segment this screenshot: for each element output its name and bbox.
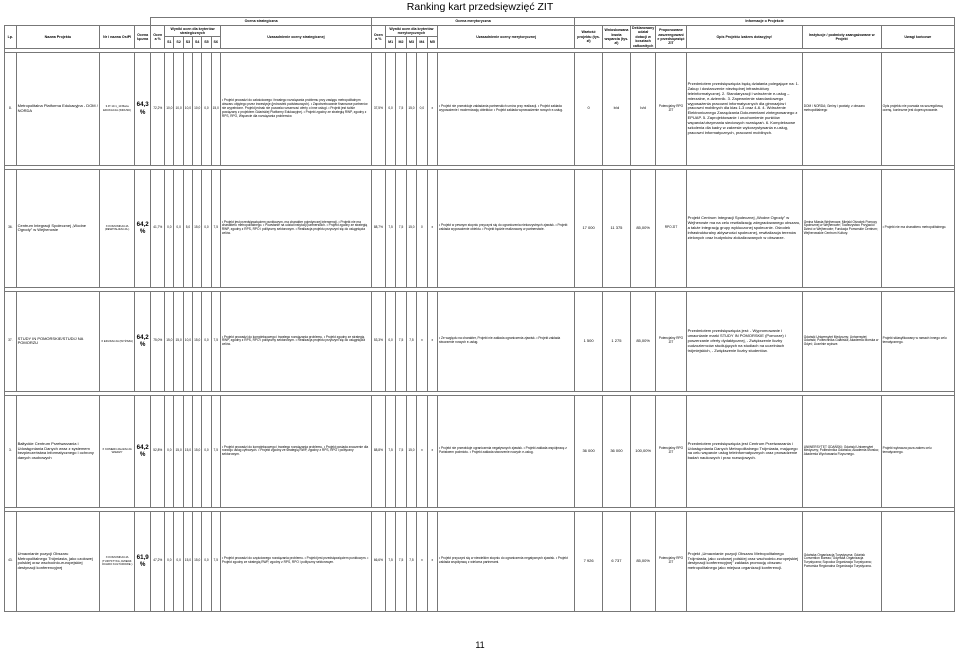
row-m1: 7,5: [385, 395, 395, 507]
row-s6: 7,5: [211, 169, 220, 287]
row-s2: 0,0: [174, 511, 183, 611]
row-just-strat: • Projekt prowadzi do kompleksowego i trwałego rozwiązania problemu. • Projekt zgodny ze strategią RWP, zgodny z RPS, RPO i polityczny sektorowym. • Realizacja projektu przyczyni się do osiągnięcia celów.: [220, 291, 371, 391]
row-support: 36 000: [603, 395, 631, 507]
row-notes: Projekt sklasyfikowany w ramach innego celu tematycznego.: [881, 291, 954, 391]
row-m1: 7,5: [385, 169, 395, 287]
row-value: 1 500: [575, 291, 603, 391]
row-share: b/d: [630, 52, 656, 165]
row-rating: 61,9%: [135, 511, 151, 611]
row-s2: 0,0: [174, 169, 183, 287]
row-s2: 15,0: [174, 291, 183, 391]
row-m4: 0,0: [417, 52, 427, 165]
row-s5: 0,0: [202, 291, 211, 391]
row-notes: • Projekt nie ma charakteru metropolitalnego.: [881, 169, 954, 287]
page-number: 11: [475, 640, 485, 650]
row-m2: 7,5: [396, 52, 406, 165]
row-name: STUDY IN POMORSKIE/STUDIJ NA POMORZU: [16, 291, 100, 391]
row-s3: 15,0: [183, 395, 192, 507]
row-m2: 7,5: [396, 511, 406, 611]
col-value: Wartość projektu (tys. zł): [575, 26, 603, 49]
row-m1: 0,0: [385, 291, 395, 391]
row-just-strat: • Projekt prowadzi do częściowego rozwiązania problemu. • Projekt jest przedsięwzięciem punktowym. • Projekt zgodny ze strategią RWP, zgodny z RPS, RPO i polityczny sektorowym.: [220, 511, 371, 611]
row-s1: 0,0: [165, 169, 174, 287]
row-ocena: 52,8%: [151, 395, 165, 507]
row-s3: 10,0: [183, 291, 192, 391]
col-s3: S3: [183, 37, 192, 48]
row-s4: 15,0: [193, 291, 202, 391]
row-m5: x: [427, 52, 437, 165]
col-m2: M2: [396, 37, 406, 48]
row-notes: Opis projektu nie pozwala na szczegółową ocenę, konieczne jest doprecyzowanie.: [881, 52, 954, 165]
col-desc: Opis Projektu /zakres dotacyjny/: [686, 26, 802, 49]
row-s5: 0,0: [202, 511, 211, 611]
table-row: [5, 52, 955, 165]
row-s3: 15,0: [183, 511, 192, 611]
row-s2: 10,0: [174, 52, 183, 165]
row-just-merit: • Projekt w pewnym stopniu przyczyni się do ograniczenia niekorzystnych zjawisk. • Projekt zakłada wyposażenie obiektu. • Projekt będzie realizowany w partnerstwie.: [438, 169, 575, 287]
row-s1: 10,0: [165, 52, 174, 165]
col-lp: Lp.: [5, 26, 17, 49]
col-source: Proponowane zaszeregowanie przedsięwzięć ZIT: [656, 26, 686, 49]
row-ocena: 47,2%: [151, 511, 165, 611]
col-s6: S6: [211, 37, 220, 48]
row-lp: 3.: [5, 395, 17, 507]
table-row: [5, 291, 955, 391]
col-wyniki-merit: Wyniki ocen dla kryteriów merytorycznych: [385, 26, 437, 37]
row-source: Potencjalny RPO ZIT: [656, 395, 686, 507]
row-ocena: 72,2%: [151, 52, 165, 165]
row-s1: 0,0: [165, 395, 174, 507]
row-desc: Przedmiotem przedsięwzięcia jest: - Wypromowanie i umacnianie marki STUDY IN POMORSKIE (Pomorze) i poszerzanie oferty dydaktycznej, - Zwiększenie liczby cudzoziemców studiujących na studiach na uczelniach trójmiejskich, - Zwiększenie liczby studentów.: [686, 291, 802, 391]
row-ocena: 41,7%: [151, 169, 165, 287]
row-name: Umacnianie pozycji Obszaru Metropolitalnego Trójmiasta, jako czołowej polskiej oraz wschodnio-europejskiej destynacji konferencyjnej: [16, 511, 100, 611]
row-ocena: 75,0%: [151, 291, 165, 391]
header-group-row: [5, 18, 955, 26]
row-s3: 10,0: [183, 52, 192, 165]
row-m5: x: [427, 511, 437, 611]
row-ocena2: 53,3%: [371, 291, 385, 391]
row-share: 100,00%: [630, 395, 656, 507]
row-share: 85,00%: [630, 511, 656, 611]
row-lp: 37.: [5, 291, 17, 391]
row-ocena2: 88,7%: [371, 169, 385, 287]
col-support: Wnioskowana kwota wsparcia (tys. zł): [603, 26, 631, 49]
col-m4: M4: [417, 37, 427, 48]
row-rating: 64,2%: [135, 169, 151, 287]
row-lp: 36.: [5, 169, 17, 287]
header-merit: Ocena merytoryczna: [371, 18, 574, 26]
row-name: Metropolitalna Platforma Edukacyjna - DOM / NORDA: [16, 52, 100, 165]
row-just-strat: • Projekt prowadzi do całościowego i trwałego rozwiązania problemu przy zasięgu metropolitalnym obszaru objętego przez inwestycje (jednostek podstawowych). • Zapotrzebowanie finansowe partnerów nie wypełnione. Projekt jednak nie pozwala rozszerzać oferty o inne usługi. • Projekt jest ściśle powiązany z projektem Gdańskiej Platformy Edukacyjnej. • Projekt zgodny ze strategią RWP, zgodny z RPS, RPO, Wsparcie dla rozwiązania problemów.: [220, 52, 371, 165]
table-row: [5, 169, 955, 287]
row-s5: 0,0: [202, 52, 211, 165]
row-m3: 15,0: [406, 169, 416, 287]
col-just-strat: Uzasadnienie oceny strategicznej: [220, 26, 371, 49]
row-value: 0: [575, 52, 603, 165]
row-support: 6 737: [603, 511, 631, 611]
row-notes: Projekt wykracza poza zakres celu tematycznego.: [881, 395, 954, 507]
row-s5: 0,0: [202, 395, 211, 507]
row-id: X KOMUNIKACJA (REWITALIZACJA.): [100, 169, 135, 287]
row-s6: 7,5: [211, 291, 220, 391]
row-desc: Projekt Centrum Integracji Społecznej „Wodne Ogrody" w Wejherowie ma na celu rewitalizację zdegradowanego obszaru, a także integrację grupy wykluczonej społecznie. Ośrodek infrastrukturalny aktywności społecznej, rewitalizacja terenów zielonych oraz budynków zlokalizowanych w obszarze.: [686, 169, 802, 287]
row-m3: 7,5: [406, 291, 416, 391]
col-m5: M5: [427, 37, 437, 48]
col-m3: M3: [406, 37, 416, 48]
row-s4: 15,0: [193, 511, 202, 611]
col-share: Deklarowany udział dotacji w kosztach całkowitych: [632, 26, 655, 48]
col-s2: S2: [174, 37, 183, 48]
row-rating: 64,2%: [135, 291, 151, 391]
row-inst: Gdańska Organizacja Turystyczna; Gdańsk Convention Bureau; Gdyńska Organizacja Turystyczna; Sopocka Organizacja Turystyczna; Pomorska Regionalna Organizacja Turystyczna.: [802, 511, 881, 611]
row-m1: 0,0: [385, 52, 395, 165]
col-inst: Instytucje / podmioty zaangażowane w Projekt: [802, 26, 881, 49]
col-id: Nr i nazwa OsiPI: [100, 26, 135, 49]
row-id: 3.P/ 10.1_10 Baza EDUKACJA (INDUSK): [100, 52, 135, 165]
row-m4: x: [417, 395, 427, 507]
row-s4: 15,0: [193, 395, 202, 507]
row-source: Potencjalny RPO ZIT: [656, 52, 686, 165]
col-name: Nazwa Projektu: [16, 26, 100, 49]
row-id: X KOMUNIKACJA (TURYSTYKA, DZIEDZ. OCHRO KULTUROWE.): [100, 511, 135, 611]
row-id: X KOMERCJALIZACJA WIEDZY: [100, 395, 135, 507]
row-m3: 15,0: [406, 52, 416, 165]
row-inst: Gmina Miasta Wejherowa; Miejski Ośrodek Pomocy Społecznej w Wejherowie; Towarzystwo Przyjaciół Dzieci w Wejherowie; Fundacja Pomorskie Centrum; Wejherowskie Centrum Kultury.: [802, 169, 881, 287]
row-s3: 5,0: [183, 169, 192, 287]
row-source: RPO ZIT: [656, 169, 686, 287]
row-support: 1 275: [603, 291, 631, 391]
row-id: X EDUKACJA (WYŻSZA): [100, 291, 135, 391]
row-m2: 7,5: [396, 291, 406, 391]
col-ocena2: Ocena %: [371, 26, 385, 49]
col-m1: M1: [385, 37, 395, 48]
row-ocena2: 37,5%: [371, 52, 385, 165]
col-s4: S4: [193, 37, 202, 48]
row-s6: 7,5: [211, 511, 220, 611]
col-s5: S5: [202, 37, 211, 48]
row-ocena2: 88,8%: [371, 395, 385, 507]
row-support: b/d: [603, 52, 631, 165]
row-desc: Projekt „Umacnianie pozycji Obszaru Metropolitalnego Trójmiasta, jako czołowej polskiej oraz wschodnio-europejskiej destynacji konferencyjnej" zakłada promocję obszaru metropolitalnego jako miejsca organizacji konferencji.: [686, 511, 802, 611]
col-notes: Uwagi końcowe: [881, 26, 954, 49]
table-body: [5, 48, 955, 611]
row-desc: Przedmiotem przedsięwzięcia będą działania polegające na: 1. Zakup i dostarczenie niezbędnej infrastruktury teleinformatycznej. 2. Standaryzacji i wdrożenie e-usług – mierzalne, e-dziennik. 3. Zapewnienie standardowego wyposażenia pracowni informatycznych dla gimnazjów i pracowni mobilnych dla klas 1-3 oraz 4-6. 4. Wdrożenie Elektronicznego Zarządzania Dokumentami zintegrowanego z EPUAP. 5. Zaprojektowanie i uruchomienie punktów wsparcia/utrzymania sieciowych rozwiązań. 6. Kompleksowe szkolenia dla kadry w zakresie wykorzystywania e-usług, pracowni informatycznych, pracowni mobilnych.: [686, 52, 802, 165]
row-rating: 64,2%: [135, 395, 151, 507]
row-rating: 64,3%: [135, 52, 151, 165]
row-m1: 7,5: [385, 511, 395, 611]
row-m3: 15,0: [406, 395, 416, 507]
col-wyniki-strat: Wyniki ocen dla kryteriów strategicznych: [165, 26, 221, 37]
row-s4: 10,0: [193, 52, 202, 165]
row-just-merit: • Ze względu na charakter, Projekt nie zakłada ograniczenia zjawisk. • Projekt zakłada stworzenie nowych e-usług.: [438, 291, 575, 391]
row-source: Potencjalny RPO ZIT: [656, 291, 686, 391]
row-m5: x: [427, 169, 437, 287]
row-m3: 7,5: [406, 511, 416, 611]
row-s6: 15,0: [211, 52, 220, 165]
ranking-table: [4, 17, 955, 612]
row-just-merit: • Projekt nie przewiduje ograniczenia negatywnych zjawisk. • Projekt zakłada współpracę z Państwem podmiotu. • Projekt zakłada stworzenie nowych e-usług.: [438, 395, 575, 507]
row-just-strat: • Projekt jest przedsięwzięciem punktowym, ma charakter pojedynczej interwencji. • Projekt nie ma charakteru metropolitalnego. • Powstanie na udział instytucji partnerskich. • Projekt zgodny ze strategią RWP, zgodny z RPS, RPO i polityczny sektorowym. • Realizacja projektu przyczyni się do osiągnięcia celów.: [220, 169, 371, 287]
header-info: Informacje o Projekcie: [575, 18, 955, 26]
col-rating: Ocena łączna: [135, 26, 151, 49]
row-value: 17 000: [575, 169, 603, 287]
row-notes: [881, 511, 954, 611]
row-s6: 7,5: [211, 395, 220, 507]
row-m4: 0: [417, 169, 427, 287]
row-just-merit: • Projekt nie przewiduje zakładania partnerskich umów przy realizacji. • Projekt zakłada wyposażenie i modernizację obiektów. • Projekt zakłada wprowadzenie nowych e-usług.: [438, 52, 575, 165]
row-lp: 8.: [5, 52, 17, 165]
row-support: 11 375: [603, 169, 631, 287]
page-title: Ranking kart przedsięwzięć ZIT: [406, 1, 554, 13]
row-m5: x: [427, 395, 437, 507]
row-inst: UNIWERSYTET GDAŃSKI; Gdański Uniwersytet Medyczny; Politechnika Gdańska; Akademia Morska; Akademia Wychowania Fizycznego.: [802, 395, 881, 507]
row-s5: 0,0: [202, 169, 211, 287]
row-source: Potencjalny RPO ZIT: [656, 511, 686, 611]
col-just-merit: Uzasadnienie oceny merytorycznej: [438, 26, 575, 49]
row-just-strat: • Projekt prowadzi do kompleksowego i trwałego rozwiązania problemu. • Projekt posiada znaczenie dla rozwoju usług cyfrowych. • Projekt zgodny ze strategią RWP, zgodny z RPS, RPO i polityczny sektorowym.: [220, 395, 371, 507]
row-m2: 7,5: [396, 169, 406, 287]
row-inst: DOM / NORDA; Gminy i powiaty, z obszaru metropolitalnego: [802, 52, 881, 165]
row-m5: x: [427, 291, 437, 391]
row-m2: 7,5: [396, 395, 406, 507]
row-just-merit: • Projekt przyczyni się w niewielkim stopniu do ograniczenia negatywnych zjawisk. • Projekt zakłada współpracę z wieloma partnerami.: [438, 511, 575, 611]
row-s2: 15,0: [174, 395, 183, 507]
row-s1: 15,0: [165, 291, 174, 391]
row-s4: 15,0: [193, 169, 202, 287]
row-name: Bałtyckie Centrum Przetwarzania i Udostępniania Danych wraz z systemem bezpieczeństwa informatycznego i ochrony danych osobowych: [16, 395, 100, 507]
row-s1: 0,0: [165, 511, 174, 611]
row-share: 85,00%: [630, 291, 656, 391]
row-value: 7 926: [575, 511, 603, 611]
row-share: 85,00%: [630, 169, 656, 287]
col-s1: S1: [165, 37, 174, 48]
row-desc: Przedmiotem przedsięwzięcia jest Centrum Przetwarzania i Udostępniania Danych Metropolitalnego Trójmiasta, mającego na celu wsparcie usług teleinformatycznych oraz prowadzenie badań naukowych i prac rozwojowych.: [686, 395, 802, 507]
row-lp: 43.: [5, 511, 17, 611]
row-name: Centrum Integracji Społecznej „Wodne Ogrody" w Wejherowie: [16, 169, 100, 287]
header-strategic: Ocena strategiczna: [151, 18, 372, 26]
row-inst: Gdański Uniwersytet Medyczny; Uniwersytet Gdański; Politechnika Gdańska; Akademia Morska w Gdyni; Uczelnie wyższe.: [802, 291, 881, 391]
row-m4: x: [417, 291, 427, 391]
col-ocena: Ocena %: [151, 26, 165, 49]
row-m4: x: [417, 511, 427, 611]
table-row: [5, 395, 955, 507]
row-ocena2: 66,6%: [371, 511, 385, 611]
row-value: 36 000: [575, 395, 603, 507]
table-row: [5, 511, 955, 611]
